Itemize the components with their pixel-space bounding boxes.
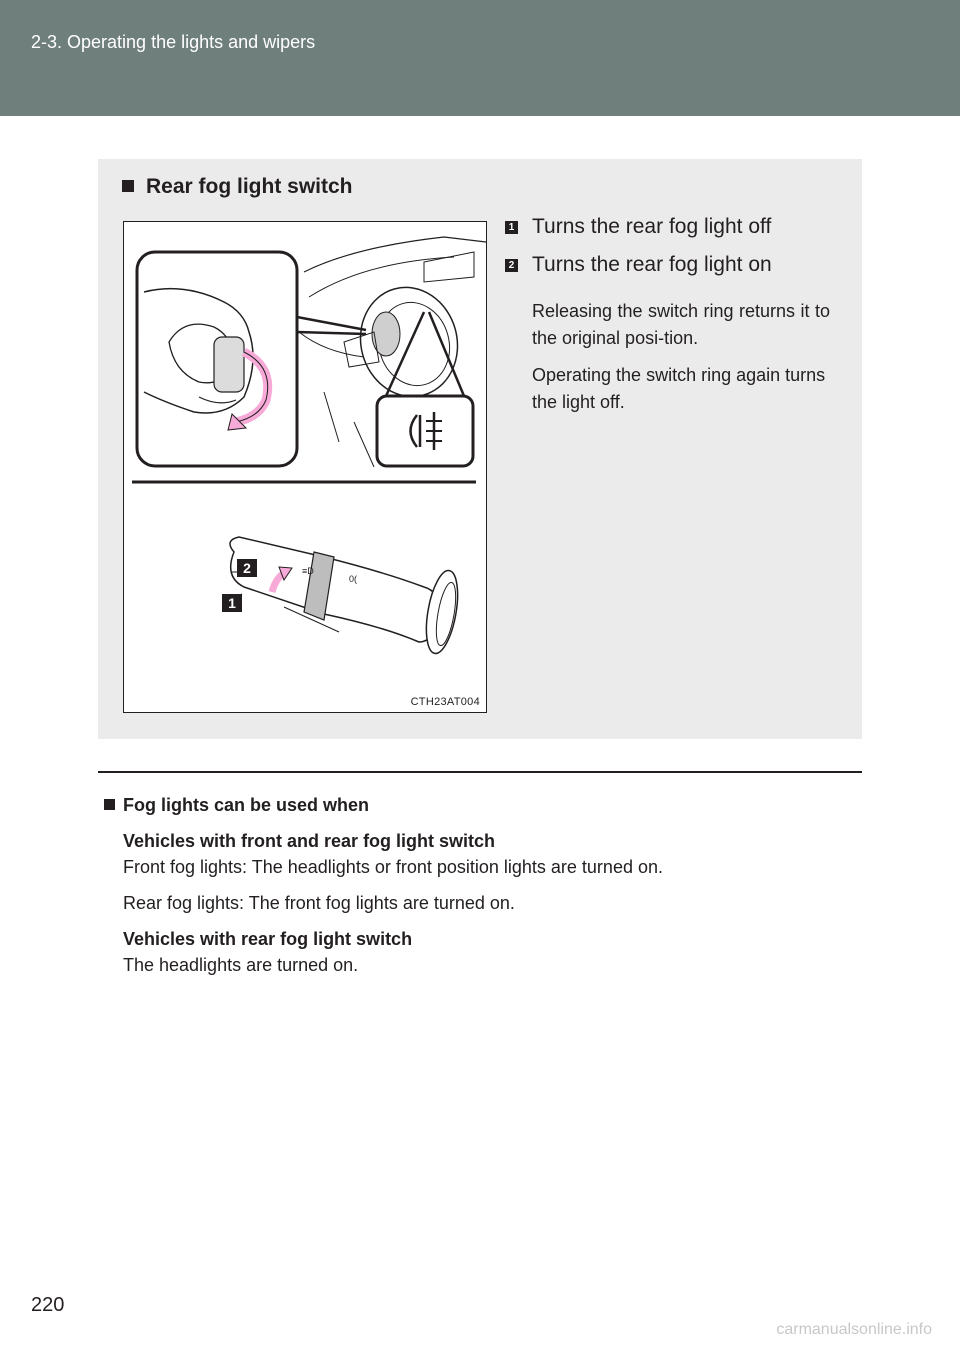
page-number: 220	[31, 1294, 65, 1316]
step-item	[505, 250, 830, 288]
step-text: Turns the rear fog light off	[532, 215, 772, 238]
fog-switch-illustration	[123, 221, 487, 713]
step-text: Turns the rear fog light on	[532, 253, 772, 276]
block-line: Rear fog lights: The front fog lights are turned on.	[123, 893, 515, 913]
section-title	[122, 175, 353, 199]
callout-1: 1	[222, 594, 242, 612]
figure-code: CTH23AT004	[410, 696, 480, 708]
block-heading: Vehicles with front and rear fog light switch	[123, 831, 496, 851]
step-list	[505, 212, 830, 416]
info-title	[104, 795, 864, 816]
square-bullet-icon	[122, 180, 134, 192]
svg-text:≡D: ≡D	[302, 566, 314, 576]
illustration-drawing	[124, 222, 486, 712]
section-divider	[98, 771, 862, 773]
svg-text:0(: 0(	[349, 574, 358, 584]
info-block	[123, 926, 864, 978]
block-heading: Vehicles with rear fog light switch	[123, 929, 413, 949]
info-title-text: Fog lights can be used when	[123, 795, 370, 815]
page-header	[0, 0, 960, 116]
watermark: carmanualsonline.info	[776, 1321, 932, 1338]
chapter-title: 2-3. Operating the lights and wipers	[31, 32, 316, 52]
note-release: Releasing the switch ring returns it to the original posi-tion.	[532, 301, 830, 348]
section-title-text: Rear fog light switch	[146, 175, 353, 198]
square-bullet-icon	[104, 799, 115, 810]
rear-fog-light-panel	[98, 159, 862, 739]
step-number-badge: 2	[505, 259, 518, 272]
info-block	[123, 828, 864, 916]
block-line: The headlights are turned on.	[123, 955, 359, 975]
step-number-badge: 1	[505, 221, 518, 234]
fog-lights-info	[104, 795, 864, 988]
step-item	[505, 212, 830, 250]
callout-2: 2	[237, 559, 257, 577]
block-line: Front fog lights: The headlights or front position lights are turned on.	[123, 857, 663, 877]
note-operate-again: Operating the switch ring again turns the light off.	[532, 365, 826, 412]
